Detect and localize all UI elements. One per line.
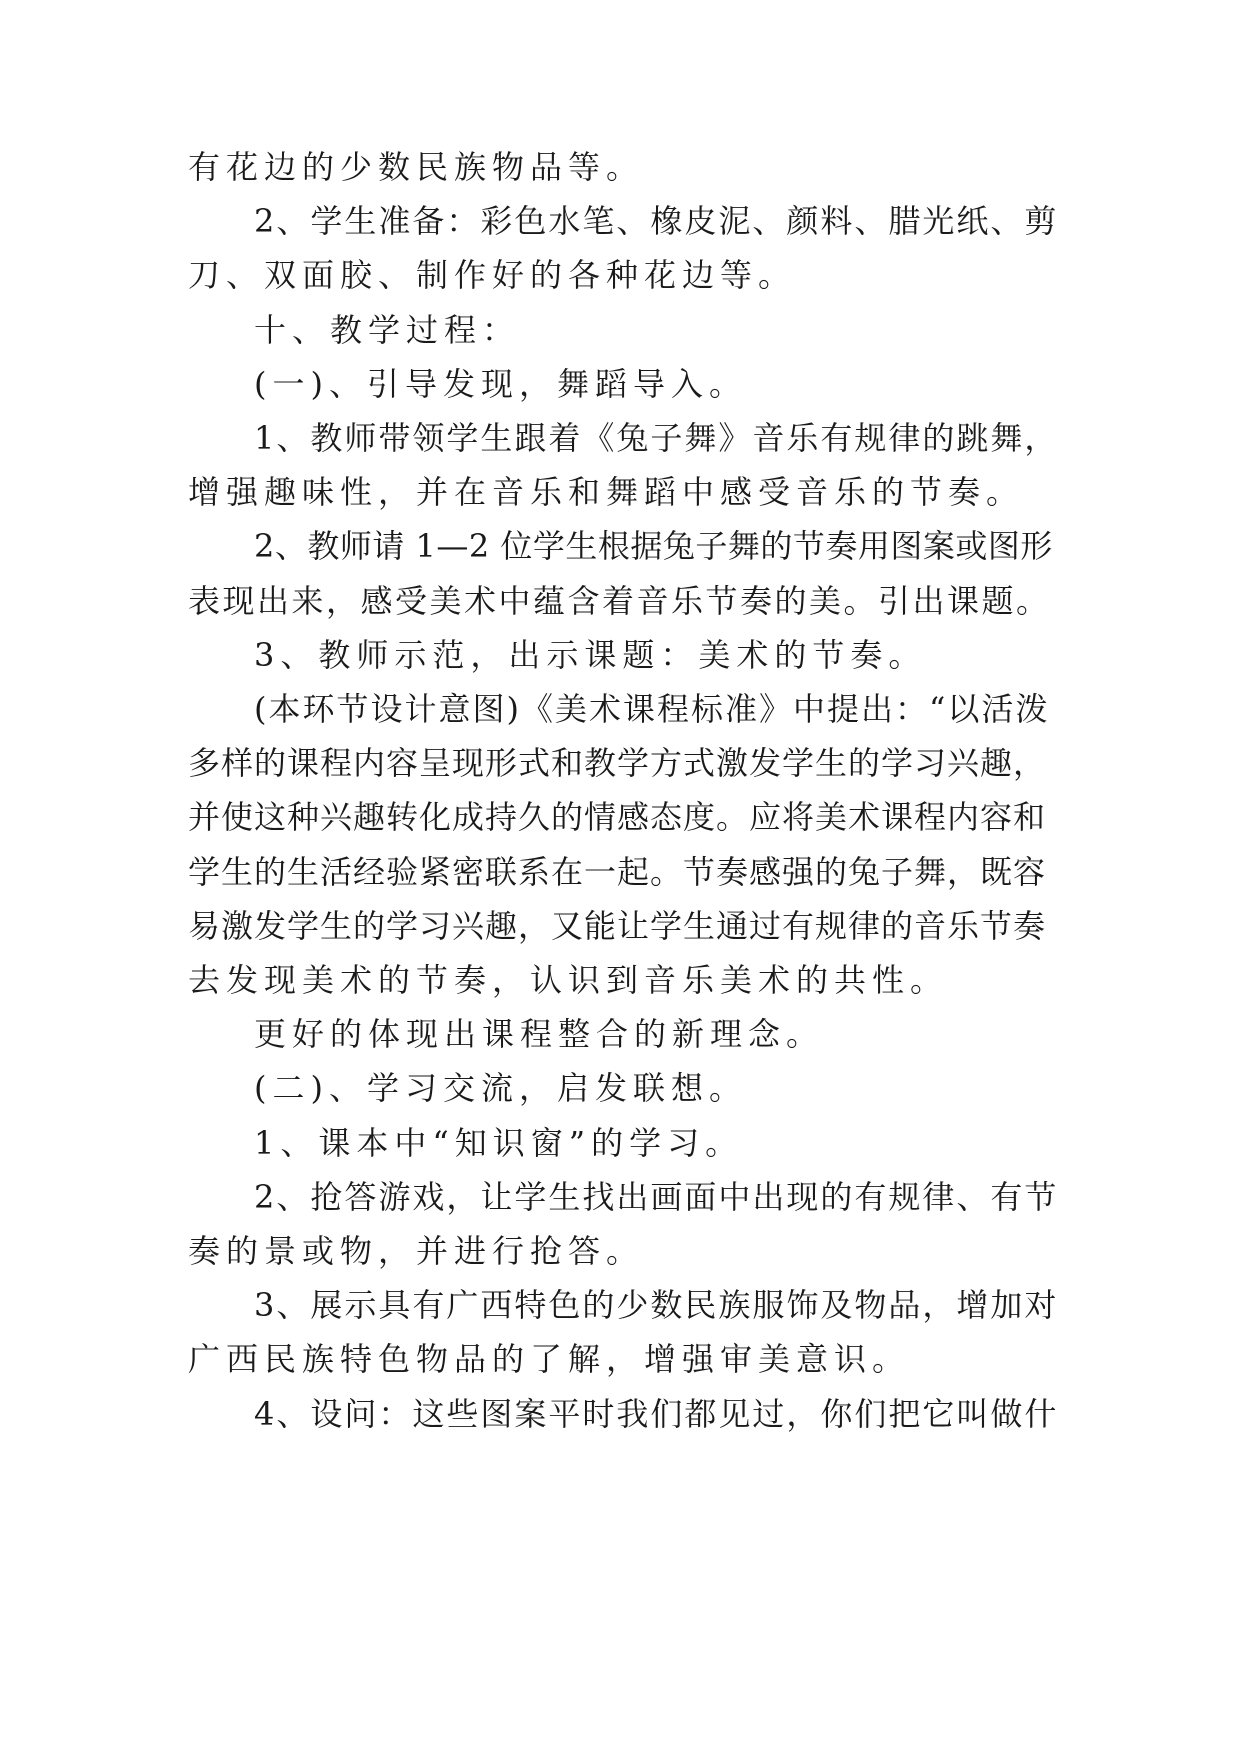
text-line: 十、教学过程：	[254, 310, 521, 349]
document-page	[188, 0, 1058, 1754]
text-line: 2、抢答游戏，让学生找出画面中出现的有规律、有节	[254, 1177, 1059, 1216]
text-line: 1、教师带领学生跟着《兔子舞》音乐有规律的跳舞，	[254, 419, 1059, 457]
text-line: 学生的生活经验紧密联系在一起。节奏感强的兔子舞，既容	[188, 852, 1047, 891]
text-line: 3、展示具有广西特色的少数民族服饰及物品，增加对	[254, 1286, 1059, 1325]
text-line: (一)、引导发现，舞蹈导入。	[254, 364, 747, 403]
text-line: 刀、双面胶、制作好的各种花边等。	[188, 256, 797, 295]
text-line: 表现出来，感受美术中蕴含着音乐节奏的美。引出课题。	[188, 581, 1051, 620]
text-line: 2、学生准备：彩色水笔、橡皮泥、颜料、腊光纸、剪	[254, 202, 1059, 241]
text-line: 4、设问：这些图案平时我们都见过，你们把它叫做什	[254, 1394, 1059, 1433]
text-line: 更好的体现出课程整合的新理念。	[254, 1015, 825, 1054]
text-line: 1、课本中“知识窗”的学习。	[254, 1123, 744, 1162]
text-line: 去发现美术的节奏，认识到音乐美术的共性。	[188, 961, 949, 999]
text-line: 奏的景或物，并进行抢答。	[188, 1232, 645, 1270]
text-line: (二)、学习交流，启发联想。	[254, 1069, 747, 1108]
text-line: 易激发学生的学习兴趣，又能让学生通过有规律的音乐节奏	[188, 906, 1047, 945]
text-line: 有花边的少数民族物品等。	[188, 148, 645, 186]
text-line: 3、教师示范，出示课题：美术的节奏。	[254, 635, 927, 674]
text-line: 多样的课程内容呈现形式和教学方式激发学生的学习兴趣，	[188, 744, 1047, 783]
text-line: 2、教师请 1—2 位学生根据兔子舞的节奏用图案或图形	[254, 527, 1053, 566]
text-line: 并使这种兴趣转化成持久的情感态度。应将美术课程内容和	[188, 798, 1047, 837]
text-line: 增强趣味性，并在音乐和舞蹈中感受音乐的节奏。	[188, 473, 1025, 512]
text-line: (本环节设计意图)《美术课程标准》中提出：“以活泼	[254, 690, 1050, 728]
text-line: 广西民族特色物品的了解，增强审美意识。	[188, 1340, 911, 1379]
